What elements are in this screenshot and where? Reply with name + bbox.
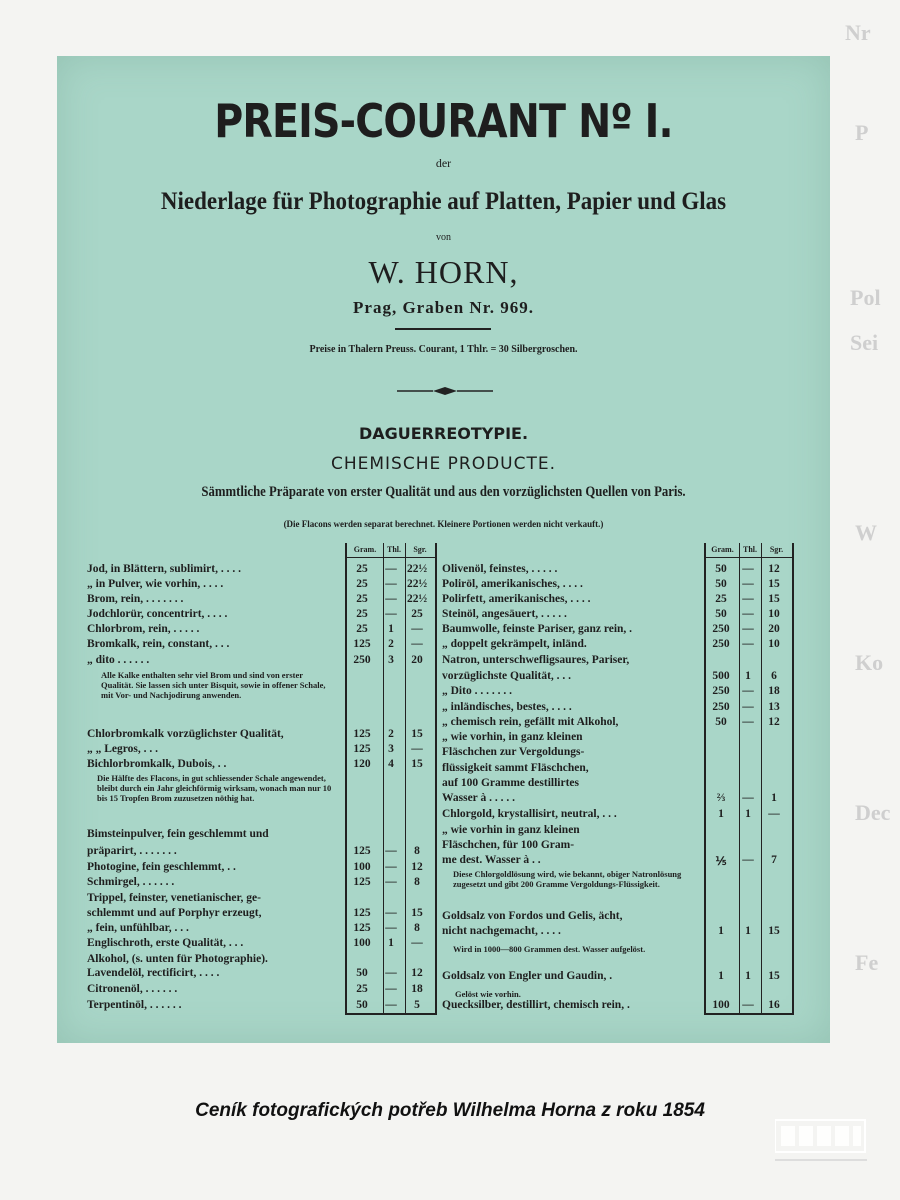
- left_items-item-thl: —: [385, 922, 397, 934]
- left_items-item-sgr: 15: [411, 907, 423, 919]
- left_items-item-sgr: 5: [414, 999, 420, 1011]
- right_items-row: [442, 925, 790, 940]
- right_items-row: [442, 910, 790, 925]
- left_items-item-name: Chlorbrom, rein, . . . . .: [87, 623, 200, 635]
- right_items-item-sgr: —: [768, 808, 780, 820]
- image-caption: Ceník fotografických potřeb Wilhelma Horna z roku 1854: [195, 1100, 705, 1121]
- left_items-row: [87, 999, 433, 1014]
- right_items-item-sgr: 20: [768, 623, 780, 635]
- right_items-item-name: auf 100 Gramme destillirtes: [442, 777, 580, 789]
- right_items-item-gram: 50: [715, 563, 727, 575]
- left_items-row: [87, 593, 433, 608]
- left_items-item-gram: 100: [353, 937, 371, 949]
- right_items-item-name: Wasser à . . . . .: [442, 792, 515, 804]
- left-header-gram: Gram.: [353, 545, 377, 554]
- subsection-heading: CHEMISCHE PRODUCTE.: [330, 454, 557, 474]
- right_items-row: [442, 578, 790, 593]
- left_items-item-name: präparirt, . . . . . . .: [87, 845, 177, 857]
- currency-note: Preise in Thalern Preuss. Courant, 1 Thlr. = 30 Silbergroschen.: [309, 344, 578, 355]
- right_items-item-name: Quecksilber, destillirt, chemisch rein, .: [442, 999, 630, 1011]
- left_items-item-name: Citronenöl, . . . . . .: [87, 983, 178, 995]
- right_items-item-gram: 50: [715, 608, 727, 620]
- right_items-item-gram: 50: [715, 716, 727, 728]
- left_items-item-name: Bimsteinpulver, fein geschlemmt und: [87, 828, 269, 840]
- right_items-item-thl: 1: [745, 970, 751, 982]
- right_items-item-sgr: 15: [768, 578, 780, 590]
- right_items-item-name: nicht nachgemacht, . . . .: [442, 925, 561, 937]
- left_items-row: [87, 578, 433, 593]
- right_items-item-sgr: 12: [768, 716, 780, 728]
- right_items-item-sgr: 6: [771, 670, 777, 682]
- left_items-row: [87, 743, 433, 758]
- right_items-item-name: Fläschchen zur Vergoldungs-: [442, 746, 585, 758]
- left_items-item-gram: 125: [353, 638, 371, 650]
- right_items-item-gram: 1: [718, 925, 724, 937]
- right_items-item-thl: 1: [745, 808, 751, 820]
- left_items-row: [87, 953, 433, 968]
- left_items-item-thl: 4: [388, 758, 394, 770]
- left_items-item-name: Schmirgel, . . . . . .: [87, 876, 175, 888]
- left_items-item-gram: 25: [356, 563, 368, 575]
- right_items-item-name: me dest. Wasser à . .: [442, 854, 541, 866]
- right_items-item-gram: ⅔: [716, 792, 726, 804]
- right_items-item-name: „ doppelt gekrämpelt, inländ.: [442, 638, 587, 650]
- merchant-address: Prag, Graben Nr. 969.: [353, 298, 534, 317]
- right_items-row: [442, 716, 790, 731]
- right_items-item-name: vorzüglichste Qualität, . . .: [442, 670, 572, 682]
- right_items-item-sgr: 10: [768, 608, 780, 620]
- right_items-item-name: Olivenöl, feinstes, . . . . .: [442, 563, 558, 575]
- right_items-item-name: „ chemisch rein, gefällt mit Alkohol,: [442, 716, 619, 728]
- left_items-item-sgr: 15: [411, 728, 423, 740]
- right_items-item-thl: —: [742, 701, 754, 713]
- archive-logo-watermark: [775, 1110, 872, 1166]
- left_items-row: [87, 623, 433, 638]
- note-kalke: Alle Kalke enthalten sehr viel Brom und sind von erster Qualität. Sie lassen sich unter Bisquit, sowie in offener Schale, mit Vor- und Nachjodirung anwenden.: [101, 670, 326, 700]
- right_items-row: [442, 654, 790, 669]
- left_items-item-thl: —: [385, 861, 397, 873]
- left_items-item-sgr: 15: [411, 758, 423, 770]
- right_items-row: [442, 701, 790, 716]
- left_items-item-name: Englischroth, erste Qualität, . . .: [87, 937, 244, 949]
- left_items-row: [87, 638, 433, 653]
- right_items-item-sgr: 7: [771, 854, 777, 866]
- left_items-row: [87, 876, 433, 891]
- right_items-item-thl: —: [742, 999, 754, 1011]
- right_items-item-name: Polirfett, amerikanisches, . . . .: [442, 593, 591, 605]
- left_items-item-sgr: 8: [414, 922, 420, 934]
- left_items-item-gram: 25: [356, 983, 368, 995]
- right_items-item-gram: 50: [715, 578, 727, 590]
- left_items-row: [87, 728, 433, 743]
- right_items-item-gram: 100: [712, 999, 730, 1011]
- right-header-thl: Thl.: [742, 545, 757, 554]
- right_items-item-name: Poliröl, amerikanisches, . . . .: [442, 578, 583, 590]
- left_items-item-name: Jod, in Blättern, sublimirt, . . . .: [87, 563, 241, 575]
- left_items-item-name: Bromkalk, rein, constant, . . .: [87, 638, 230, 650]
- left_items-item-thl: —: [385, 876, 397, 888]
- right_items-item-sgr: 15: [768, 593, 780, 605]
- right_items-item-sgr: 18: [768, 685, 780, 697]
- left_items-item-gram: 50: [356, 999, 368, 1011]
- right_items-item-thl: —: [742, 578, 754, 590]
- right-header-sgr: Sgr.: [769, 545, 784, 554]
- left_items-row: [87, 845, 433, 860]
- right_items-item-sgr: 13: [768, 701, 780, 713]
- left_items-item-sgr: 22½: [406, 593, 428, 605]
- right_items-item-name: flüssigkeit sammt Fläschchen,: [442, 762, 589, 774]
- right_items-item-gram: 250: [712, 685, 730, 697]
- right_items-item-thl: —: [742, 716, 754, 728]
- right_items-row: [442, 638, 790, 653]
- right_items-item-name: Goldsalz von Engler und Gaudin, .: [442, 970, 613, 982]
- left_items-item-name: „ „ Legros, . . .: [87, 743, 159, 755]
- left_items-item-sgr: 20: [411, 654, 423, 666]
- left_items-item-thl: —: [385, 608, 397, 620]
- left_items-item-thl: 2: [388, 728, 394, 740]
- left_items-item-sgr: 12: [411, 967, 423, 979]
- left_items-item-name: Bichlorbromkalk, Dubois, . .: [87, 758, 227, 770]
- right_items-item-name: „ wie vorhin, in ganz kleinen: [442, 731, 583, 743]
- right_items-item-thl: —: [742, 792, 754, 804]
- left_items-item-gram: 25: [356, 608, 368, 620]
- left_items-item-thl: —: [385, 999, 397, 1011]
- right_items-item-name: „ inländisches, bestes, . . . .: [442, 701, 572, 713]
- right_items-row: [442, 970, 790, 985]
- note-geloest: Gelöst wie vorhin.: [455, 989, 521, 999]
- left_items-item-thl: 2: [388, 638, 394, 650]
- right-header-gram: Gram.: [711, 545, 734, 554]
- right_items-row: [442, 608, 790, 623]
- left_items-item-sgr: —: [411, 743, 423, 755]
- left_items-item-name: „ dito . . . . . .: [87, 654, 150, 666]
- right_items-item-name: Natron, unterschwefligsaures, Pariser,: [442, 654, 630, 666]
- left_items-item-gram: 125: [353, 876, 371, 888]
- note-flacon: Die Hälfte des Flacons, in gut schliessender Schale angewendet, bleibt durch ein Jahr gleichförmig wirksam, wonach man nur 10 bis 15 Tropfen Brom zuzusetzen nöthig hat.: [97, 773, 332, 803]
- right_items-item-name: „ Dito . . . . . . .: [442, 685, 512, 697]
- left_items-item-thl: —: [385, 593, 397, 605]
- left_items-item-thl: —: [385, 578, 397, 590]
- right_items-item-thl: 1: [745, 925, 751, 937]
- right_items-item-thl: —: [742, 563, 754, 575]
- right_items-row: [442, 685, 790, 700]
- flacons-note: (Die Flacons werden separat berechnet. Kleinere Portionen werden nicht verkauft.): [283, 519, 604, 529]
- left_items-item-thl: —: [385, 845, 397, 857]
- left_items-item-name: schlemmt und auf Porphyr erzeugt,: [87, 907, 262, 919]
- left_items-item-name: Chlorbromkalk vorzüglichster Qualität,: [87, 728, 284, 740]
- left_items-item-sgr: 18: [411, 983, 423, 995]
- left_items-row: [87, 983, 433, 998]
- left_items-item-gram: 125: [353, 845, 371, 857]
- left_items-item-name: Photogine, fein geschlemmt, . .: [87, 861, 236, 873]
- right_items-item-thl: —: [742, 854, 754, 866]
- left_items-item-sgr: —: [411, 623, 423, 635]
- right_items-item-thl: —: [742, 623, 754, 635]
- left_items-item-gram: 25: [356, 578, 368, 590]
- left_items-item-thl: 3: [388, 654, 394, 666]
- left_items-item-gram: 125: [353, 743, 371, 755]
- von-line: von: [436, 232, 451, 243]
- left_items-item-gram: 25: [356, 623, 368, 635]
- left_items-item-gram: 125: [353, 728, 371, 740]
- note-goldsalz: Wird in 1000—800 Grammen dest. Wasser aufgelöst.: [453, 944, 646, 954]
- left_items-row: [87, 892, 433, 907]
- left_items-item-sgr: —: [411, 638, 423, 650]
- left_items-item-sgr: 8: [414, 845, 420, 857]
- left_items-row: [87, 563, 433, 578]
- right_items-row: [442, 824, 790, 839]
- left_items-item-sgr: 25: [411, 608, 423, 620]
- price-list-sheet: [57, 56, 830, 1043]
- left_items-item-gram: 100: [353, 861, 371, 873]
- right_items-item-name: Steinöl, angesäuert, . . . . .: [442, 608, 567, 620]
- left_items-row: [87, 861, 433, 876]
- right_items-item-name: Goldsalz von Fordos und Gelis, ächt,: [442, 910, 623, 922]
- note-chlorgold: Diese Chlorgoldlösung wird, wie bekannt, obiger Natronlösung zugesetzt und gibt 200 Gramme Vergoldungs-Flüssigkeit.: [453, 869, 682, 889]
- right_items-item-gram: 1: [718, 970, 724, 982]
- left_items-item-name: Terpentinöl, . . . . . .: [87, 999, 182, 1011]
- der-line: der: [435, 156, 452, 170]
- left_items-row: [87, 967, 433, 982]
- left_items-row: [87, 828, 433, 843]
- document-title: PREIS-COURANT Nº I.: [214, 94, 673, 148]
- right_items-item-gram: 500: [712, 670, 730, 682]
- right_items-item-sgr: 15: [768, 970, 780, 982]
- divider-rule: [395, 328, 491, 330]
- right_items-row: [442, 839, 790, 854]
- right_items-item-name: Baumwolle, feinste Pariser, ganz rein, .: [442, 623, 633, 635]
- left_items-item-name: Jodchlorür, concentrirt, . . . .: [87, 608, 228, 620]
- left_items-item-thl: —: [385, 907, 397, 919]
- left_items-row: [87, 907, 433, 922]
- left_items-item-name: Trippel, feinster, venetianischer, ge-: [87, 892, 261, 904]
- left_items-row: [87, 654, 433, 669]
- left_items-item-sgr: 22½: [406, 578, 428, 590]
- left_items-row: [87, 608, 433, 623]
- left_items-item-thl: 1: [388, 623, 394, 635]
- section-heading: DAGUERREOTYPIE.: [358, 424, 529, 443]
- right_items-item-sgr: 16: [768, 999, 780, 1011]
- right_items-item-thl: —: [742, 685, 754, 697]
- left_items-row: [87, 758, 433, 773]
- left-header-thl: Thl.: [386, 545, 401, 554]
- right_items-item-thl: 1: [745, 670, 751, 682]
- left_items-item-sgr: 8: [414, 876, 420, 888]
- right_items-item-name: „ wie vorhin in ganz kleinen: [442, 824, 580, 836]
- right_items-row: [442, 746, 790, 761]
- left_items-item-thl: —: [385, 983, 397, 995]
- right_items-item-gram: 25: [715, 593, 727, 605]
- left_items-item-gram: 25: [356, 593, 368, 605]
- right_items-item-gram: 1: [718, 808, 724, 820]
- left_items-item-sgr: 12: [411, 861, 423, 873]
- right_items-item-gram: 250: [712, 638, 730, 650]
- left_items-item-name: „ in Pulver, wie vorhin, . . . .: [87, 578, 224, 590]
- right_items-item-gram: 250: [712, 623, 730, 635]
- right_items-item-sgr: 10: [768, 638, 780, 650]
- left_items-item-gram: 250: [353, 654, 371, 666]
- background-page-bleed: Nr P Pol Sei W Ko Dec Fe: [845, 20, 891, 975]
- quality-statement: Sämmtliche Präparate von erster Qualität und aus den vorzüglichsten Quellen von Paris.: [201, 484, 686, 500]
- right_items-row: [442, 808, 790, 823]
- left_items-row: [87, 937, 433, 952]
- left_items-item-name: Alkohol, (s. unten für Photographie).: [87, 953, 268, 965]
- left_items-item-name: Brom, rein, . . . . . . .: [87, 593, 184, 605]
- right_items-row: [442, 563, 790, 578]
- left_items-item-thl: —: [385, 563, 397, 575]
- left_items-item-thl: —: [385, 967, 397, 979]
- right_items-row: [442, 999, 790, 1014]
- right_items-item-thl: —: [742, 638, 754, 650]
- left_items-item-gram: 120: [353, 758, 371, 770]
- right_items-row: [442, 854, 790, 869]
- right_items-item-name: Fläschchen, für 100 Gram-: [442, 839, 575, 851]
- left_items-item-sgr: —: [411, 937, 423, 949]
- right_items-row: [442, 792, 790, 807]
- left_items-item-sgr: 22½: [406, 563, 428, 575]
- merchant-name: W. HORN,: [368, 254, 519, 290]
- right_items-row: [442, 623, 790, 638]
- right_items-item-sgr: 1: [771, 792, 777, 804]
- ornament-divider: [397, 386, 493, 396]
- left_items-item-gram: 50: [356, 967, 368, 979]
- left_items-row: [87, 922, 433, 937]
- left_items-item-name: Lavendelöl, rectificirt, . . . .: [87, 967, 220, 979]
- right_items-item-gram: 250: [712, 701, 730, 713]
- left_items-item-gram: 125: [353, 922, 371, 934]
- right_items-item-name: Chlorgold, krystallisirt, neutral, . . .: [442, 808, 617, 820]
- document-subtitle: Niederlage für Photographie auf Platten, Papier und Glas: [160, 188, 727, 215]
- left-header-sgr: Sgr.: [413, 545, 427, 554]
- right_items-item-gram: ⅕: [715, 856, 727, 868]
- right_items-row: [442, 670, 790, 685]
- right_items-row: [442, 593, 790, 608]
- right_items-row: [442, 777, 790, 792]
- left_items-item-gram: 125: [353, 907, 371, 919]
- right_items-item-sgr: 15: [768, 925, 780, 937]
- left_items-item-thl: 3: [388, 743, 394, 755]
- left_items-item-thl: 1: [388, 937, 394, 949]
- right_items-row: [442, 762, 790, 777]
- left_items-item-name: „ fein, unfühlbar, . . .: [87, 922, 189, 934]
- right_items-item-thl: —: [742, 593, 754, 605]
- right_items-item-thl: —: [742, 608, 754, 620]
- right_items-row: [442, 731, 790, 746]
- right_items-item-sgr: 12: [768, 563, 780, 575]
